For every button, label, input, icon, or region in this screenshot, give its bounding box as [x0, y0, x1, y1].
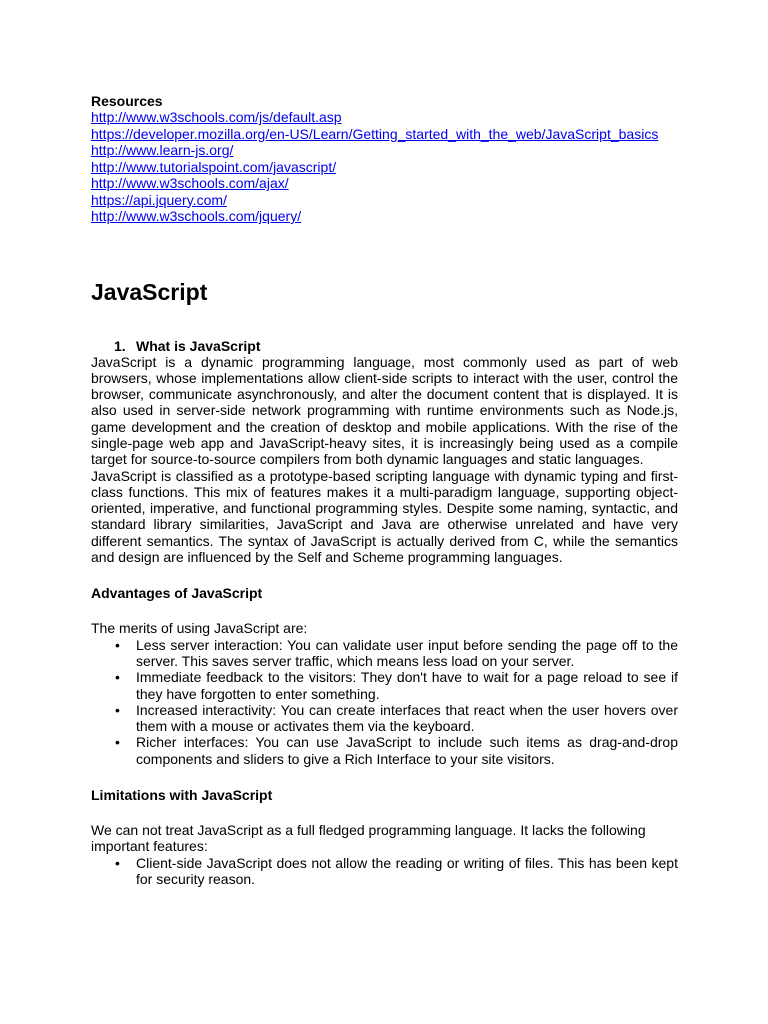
bullet-icon: •	[115, 636, 120, 653]
limitations-heading: Limitations with JavaScript	[91, 787, 273, 804]
limitations-list	[91, 855, 678, 888]
list-item-text: Richer interfaces: You can use JavaScript to include such items as drag-and-drop components and sliders to give a Rich Interface to your site visitors.	[136, 734, 678, 767]
resource-list-item	[91, 175, 678, 192]
advantages-heading: Advantages of JavaScript	[91, 585, 263, 602]
list-item-text: Less server interaction: You can validate user input before sending the page off to the server. This saves server traffic, which means less load on your server.	[136, 636, 678, 669]
resource-link[interactable]: http://www.tutorialspoint.com/javascript/	[91, 158, 337, 175]
resource-link[interactable]: https://developer.mozilla.org/en-US/Learn/Getting_started_with_the_web/JavaScript_basics	[91, 125, 659, 142]
list-item	[91, 734, 678, 767]
list-item	[91, 702, 678, 735]
resource-link[interactable]: http://www.w3schools.com/js/default.asp	[91, 109, 342, 125]
numbered-heading-list	[91, 338, 678, 354]
resource-list-item	[91, 109, 678, 126]
resource-list-item	[91, 192, 678, 209]
resource-link[interactable]: http://www.w3schools.com/ajax/	[91, 175, 289, 191]
bullet-icon: •	[115, 701, 120, 718]
bullet-icon: •	[115, 854, 120, 871]
resource-link[interactable]: https://api.jquery.com/	[91, 191, 227, 208]
section-heading-what-is-javascript	[91, 338, 678, 354]
resource-link[interactable]: http://www.learn-js.org/	[91, 142, 234, 158]
advantages-intro: The merits of using JavaScript are:	[91, 620, 308, 637]
advantages-list	[91, 637, 678, 767]
list-item-text: Increased interactivity: You can create interfaces that react when the user hovers over them with a mouse or activates them via the keyboard.	[136, 701, 678, 735]
list-item-text: Immediate feedback to the visitors: They don't have to wait for a page reload to see if they have forgotten to enter something.	[136, 669, 678, 702]
list-item-text: Client-side JavaScript does not allow the reading or writing of files. This has been kept for security reason.	[136, 854, 678, 887]
document-title: JavaScript	[91, 278, 208, 305]
resource-list-item	[91, 159, 678, 176]
bullet-icon: •	[115, 734, 120, 751]
resource-link[interactable]: http://www.w3schools.com/jquery/	[91, 208, 302, 224]
limitations-intro: We can not treat JavaScript as a full fledged programming language. It lacks the following important features:	[91, 822, 646, 855]
resource-list-item	[91, 142, 678, 159]
paragraph: JavaScript is classified as a prototype-based scripting language with dynamic typing and first-class functions. This mix of features makes it a multi-paradigm language, supporting object-oriented, imperative, and functional programming styles. Despite some naming, syntactic, and standard library similarities, JavaScript and Java are otherwise unrelated and have very different semantics. The syntax of JavaScript is actually derived from C, while the semantics and design are influenced by the Self and Scheme programming languages.	[91, 467, 678, 566]
paragraph: JavaScript is a dynamic programming language, most commonly used as part of web browsers, whose implementations allow client-side scripts to interact with the user, control the browser, communicate asynchronously, and alter the document content that is displayed. It is also used in server-side network programming with runtime environments such as Node.js, game development and the creation of desktop and mobile applications. With the rise of the single-page web app and JavaScript-heavy sites, it is increasingly being used as a compile target for source-to-source compilers from both dynamic languages and static languages.	[91, 353, 678, 468]
resources-link-list	[91, 109, 678, 225]
list-item	[91, 669, 678, 702]
section-number: 1.	[114, 337, 126, 354]
resource-list-item	[91, 208, 678, 225]
resource-list-item	[91, 126, 678, 143]
bullet-icon: •	[115, 669, 120, 686]
list-item	[91, 855, 678, 888]
list-item	[91, 637, 678, 670]
resources-section	[91, 93, 678, 225]
resources-heading: Resources	[91, 93, 163, 109]
section-heading-text: What is JavaScript	[136, 337, 261, 354]
